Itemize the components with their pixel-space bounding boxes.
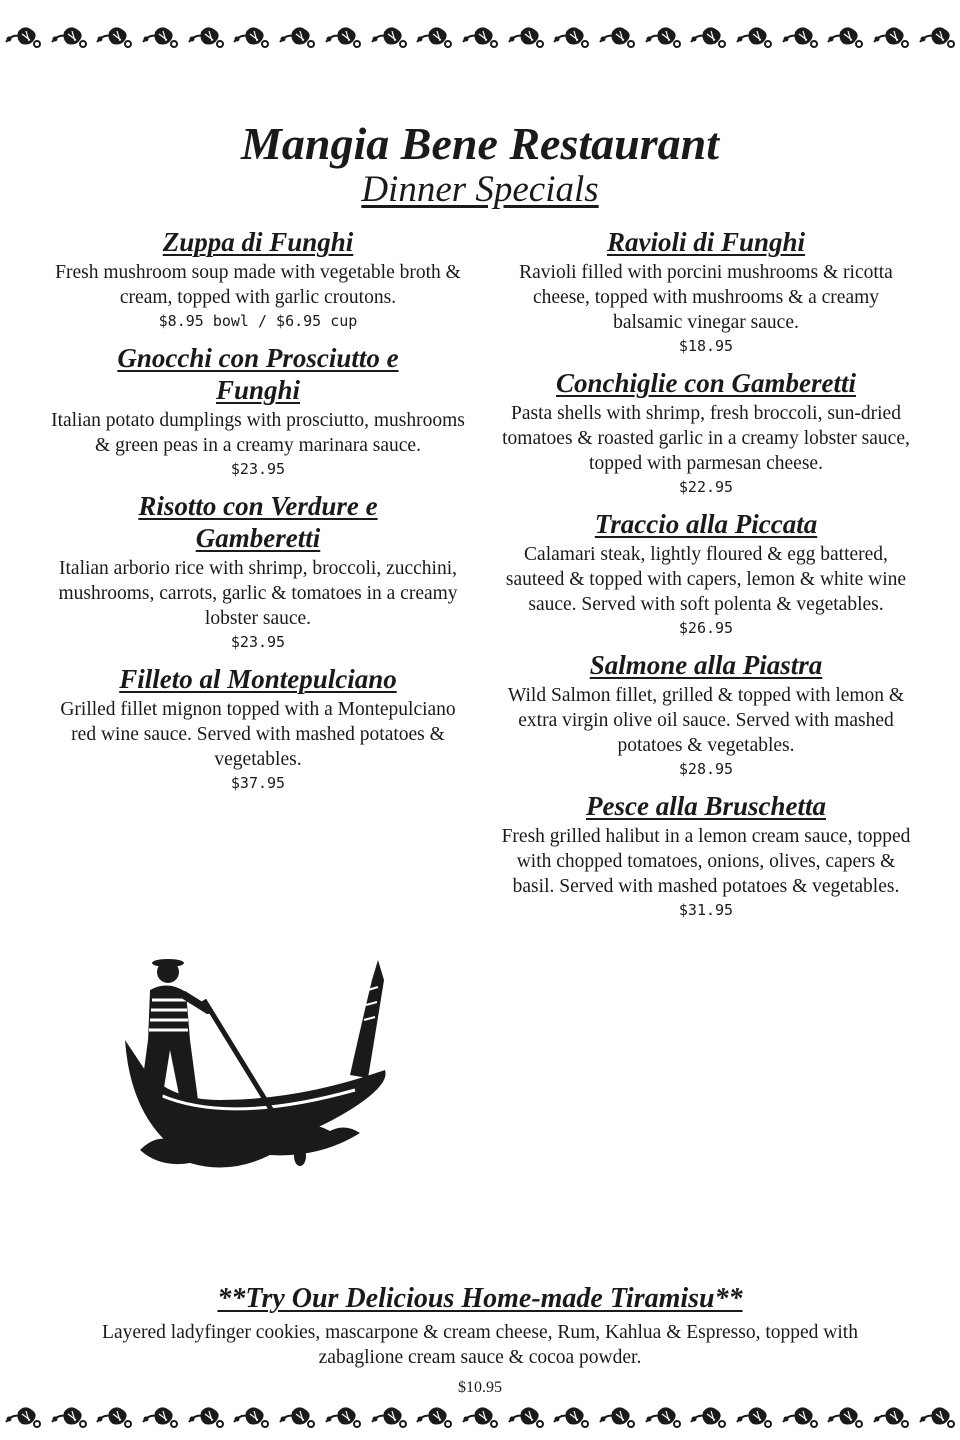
grape-leaf-icon [232, 1404, 270, 1430]
grape-leaf-icon [370, 1404, 408, 1430]
grape-leaf-icon [644, 24, 682, 50]
item-description: Wild Salmon fillet, grilled & topped with lemon & extra virgin olive oil sauce. Served with mashed potatoes & vegetables. [507, 685, 905, 756]
restaurant-title: Mangia Bene Restaurant [241, 118, 719, 169]
menu-item [48, 226, 468, 332]
grape-leaf-icon [781, 1404, 819, 1430]
item-price: $37.95 [230, 774, 286, 792]
grape-leaf-icon [141, 24, 179, 50]
grape-leaf-icon [552, 24, 590, 50]
item-price: $8.95 bowl / $6.95 cup [158, 312, 358, 330]
grape-leaf-icon [781, 24, 819, 50]
item-name: Zuppa di Funghi [162, 227, 354, 257]
item-description: Calamari steak, lightly floured & egg battered, sauteed & topped with capers, lemon & white wine sauce. Served with soft polenta & vegetables. [505, 544, 907, 615]
grape-leaf-icon [552, 1404, 590, 1430]
left-column [48, 226, 468, 804]
item-description: Fresh grilled halibut in a lemon cream sauce, topped with chopped tomatoes, onions, olives, capers & basil. Served with mashed potatoes & vegetables. [501, 826, 911, 897]
grape-leaf-icon [872, 1404, 910, 1430]
item-name: Traccio alla Piccata [594, 509, 818, 539]
item-name: Gnocchi con Prosciutto e Funghi [117, 343, 399, 405]
grape-leaf-icon [95, 1404, 133, 1430]
item-description: Pasta shells with shrimp, fresh broccoli, sun-dried tomatoes & roasted garlic in a creamy lobster sauce, topped with parmesan cheese. [502, 403, 910, 474]
dessert-description: Layered ladyfinger cookies, mascarpone & cream cheese, Rum, Kahlua & Espresso, topped with zabaglione cream sauce & cocoa powder. [102, 1322, 858, 1368]
gondola-icon [100, 950, 400, 1180]
grape-leaf-icon [644, 1404, 682, 1430]
grape-leaf-icon [324, 1404, 362, 1430]
menu-item [496, 790, 916, 921]
grape-leaf-icon [187, 1404, 225, 1430]
item-name: Conchiglie con Gamberetti [556, 368, 856, 398]
grape-leaf-icon [507, 24, 545, 50]
grape-leaf-icon [598, 1404, 636, 1430]
menu-item [496, 226, 916, 357]
menu-subtitle: Dinner Specials [361, 169, 599, 210]
item-description: Italian arborio rice with shrimp, broccoli, zucchini, mushrooms, carrots, garlic & tomatoes in a creamy lobster sauce. [58, 558, 458, 629]
grape-leaf-icon [507, 1404, 545, 1430]
grape-leaf-icon [689, 1404, 727, 1430]
grape-leaf-icon [689, 24, 727, 50]
grape-leaf-icon [50, 1404, 88, 1430]
grape-leaf-icon [324, 24, 362, 50]
menu-item [496, 367, 916, 498]
item-price: $23.95 [230, 460, 286, 478]
menu-item [496, 649, 916, 780]
item-name: Filleto al Montepulciano [119, 664, 397, 694]
dessert-title: **Try Our Delicious Home-made Tiramisu** [217, 1283, 743, 1314]
menu-item [48, 663, 468, 794]
item-price: $22.95 [678, 478, 734, 496]
item-name: Salmone alla Piastra [589, 650, 823, 680]
menu-item [48, 342, 468, 480]
grape-leaf-icon [232, 24, 270, 50]
grape-leaf-icon [735, 1404, 773, 1430]
menu-item [496, 508, 916, 639]
item-description: Italian potato dumplings with prosciutto, mushrooms & green peas in a creamy marinara sauce. [51, 410, 465, 456]
item-price: $18.95 [678, 337, 734, 355]
grape-leaf-icon [278, 24, 316, 50]
item-description: Grilled fillet mignon topped with a Montepulciano red wine sauce. Served with mashed potatoes & vegetables. [60, 699, 456, 770]
bottom-border [0, 1400, 960, 1434]
grape-leaf-icon [4, 1404, 42, 1430]
grape-leaf-icon [918, 24, 956, 50]
grape-leaf-icon [415, 1404, 453, 1430]
grape-leaf-icon [598, 24, 636, 50]
grape-leaf-icon [826, 1404, 864, 1430]
grape-leaf-icon [95, 24, 133, 50]
grape-leaf-icon [4, 24, 42, 50]
item-description: Ravioli filled with porcini mushrooms & ricotta cheese, topped with mushrooms & a creamy balsamic vinegar sauce. [519, 262, 893, 333]
grape-leaf-icon [415, 24, 453, 50]
grape-leaf-icon [187, 24, 225, 50]
item-name: Pesce alla Bruschetta [586, 791, 826, 821]
grape-leaf-icon [141, 1404, 179, 1430]
grape-leaf-icon [872, 24, 910, 50]
grape-leaf-icon [826, 24, 864, 50]
grape-leaf-icon [918, 1404, 956, 1430]
grape-leaf-icon [370, 24, 408, 50]
top-border [0, 20, 960, 54]
right-column [496, 226, 916, 931]
item-description: Fresh mushroom soup made with vegetable broth & cream, topped with garlic croutons. [55, 262, 461, 308]
item-price: $31.95 [678, 901, 734, 919]
item-price: $23.95 [230, 633, 286, 651]
grape-leaf-icon [50, 24, 88, 50]
menu-item [48, 490, 468, 653]
dessert-price: $10.95 [458, 1379, 502, 1396]
item-price: $26.95 [678, 619, 734, 637]
grape-leaf-icon [461, 1404, 499, 1430]
item-name: Ravioli di Funghi [606, 227, 806, 257]
dessert-section [0, 1282, 960, 1402]
grape-leaf-icon [461, 24, 499, 50]
grape-leaf-icon [735, 24, 773, 50]
item-name: Risotto con Verdure e Gamberetti [138, 491, 378, 553]
grape-leaf-icon [278, 1404, 316, 1430]
item-price: $28.95 [678, 760, 734, 778]
